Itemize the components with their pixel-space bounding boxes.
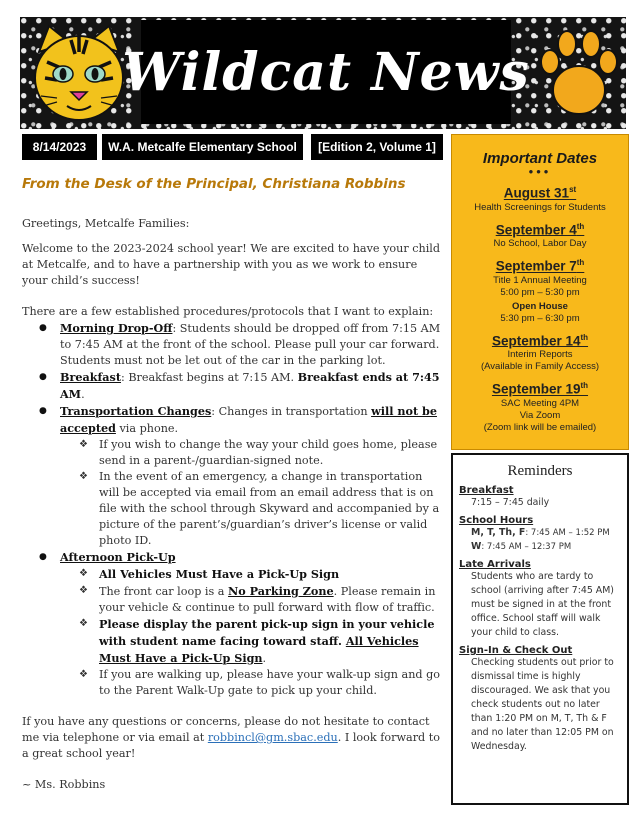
masthead-title-box [122,20,530,124]
pickup-list [22,549,442,566]
letter-closing: If you have any questions or concerns, please do not hesitate to contact me via telephone or via email at robbincl@gm.sbac.edu. I look forward to a great school year! [22,715,440,760]
principal-letter [22,176,442,793]
important-dates-panel [451,134,629,450]
date-heading: September 4th [495,221,585,237]
reminder-heading-signin: Sign-In & Check Out [459,645,573,656]
date-detail: 5:00 pm – 5:30 pm [500,286,580,298]
reminder-text: Checking students out prior to dismissal time is highly discouraged. We ask that you check students out no later than 1:20 PM on M, T, Th & F and no later than 12:05 PM on Wednesday. [471,657,614,752]
edition-chip [311,134,443,160]
date-heading: September 7th [495,258,585,274]
letter-welcome: Welcome to the 2023-2024 school year! We are excited to have your child at Metcalfe, and to have a partnership with you as we work to ensure your child’s success! [22,242,441,287]
reminder-heading-late: Late Arrivals [459,559,531,570]
date-detail: Open House [512,300,568,312]
letter-heading: From the Desk of the Principal, Christiana Robbins [22,176,406,192]
paw-print-icon [536,24,622,124]
date-detail: Title 1 Annual Meeting [493,274,587,286]
date-detail: Interim Reports [507,349,573,360]
letter-greeting: Greetings, Metcalfe Families: [22,217,190,230]
list-item: ● Transportation Changes: Changes in transportation will not be accepted via phone. [22,403,442,437]
edition-label: [Edition 2, Volume 1] [318,140,436,154]
reminder-heading-hours: School Hours [459,515,534,526]
transport-sublist [22,437,442,549]
letter-intro: There are a few established procedures/protocols that I want to explain: [22,305,434,318]
date-heading: September 19th [491,381,589,397]
list-item: ❖ If you wish to change the way your child goes home, please send in a parent-/guardian-signed note. [22,437,442,469]
reminder-text: 7:15 – 7:45 daily [471,497,550,508]
date-detail: (Available in Family Access) [480,361,600,372]
reminder-text: Students who are tardy to school (arriving after 7:45 AM) must be signed in at the front office. School staff will walk your child to class. [471,571,614,638]
list-item: ❖ If you are walking up, please have your walk-up sign and go to the Parent Walk-Up gate to pick up your child. [22,667,442,699]
list-item: ❖ All Vehicles Must Have a Pick-Up Sign [22,566,442,583]
reminder-heading-breakfast: Breakfast [459,485,514,496]
date-detail: No School, Labor Day [493,238,587,249]
reminders-panel [451,453,629,805]
signature: ~ Ms. Robbins [22,778,106,791]
date-detail: Via Zoom [519,409,561,421]
principal-email-link[interactable]: robbincl@gm.sbac.edu [207,731,338,744]
date-detail: (Zoom link will be emailed) [483,421,597,433]
procedures-list [22,320,442,437]
date-heading: September 14th [491,332,589,348]
reminders-title: Reminders [507,463,573,479]
issue-date: 8/14/2023 [32,140,87,154]
date-detail: 5:30 pm – 6:30 pm [500,312,580,324]
date-detail: SAC Meeting 4PM [500,397,580,409]
list-item: ● Afternoon Pick-Up [22,549,442,566]
reminder-text: M, T, Th, F: 7:45 AM – 1:52 PM [471,527,610,538]
date-heading: August 31st [503,185,577,201]
list-item: ❖ Please display the parent pick-up sign in your vehicle with student name facing toward staff. All Vehicles Must Have a Pick-Up Sign. [22,616,442,667]
date-detail: Health Screenings for Students [474,201,606,213]
school-name-chip [102,134,303,160]
list-item: ❖ In the event of an emergency, a change in transportation will be accepted via email from an email address that is on file with the school through Skyward and accompanied by a picture of the parent’s/guardian’s driver’s license or valid photo ID. [22,469,442,549]
pickup-sublist [22,566,442,699]
reminder-text: W: 7:45 AM – 12:37 PM [471,541,572,552]
newsletter-title: Wildcat News [122,41,530,103]
list-item: ❖ The front car loop is a No Parking Zone. Please remain in your vehicle & continue to pull forward with flow of traffic. [22,583,442,616]
list-item: ● Morning Drop-Off: Students should be dropped off from 7:15 AM to 7:45 AM at the front of the school. Please pull your car forward. Students must not be let out of the car in the parking lot. [22,320,442,369]
school-name: W.A. Metcalfe Elementary School [108,140,297,154]
list-item: ● Breakfast: Breakfast begins at 7:15 AM. Breakfast ends at 7:45 AM. [22,369,442,403]
dots-divider: ••• [528,164,552,179]
important-dates-title: Important Dates [482,150,598,167]
issue-date-chip [22,134,97,160]
tiger-mascot-icon [27,22,131,126]
